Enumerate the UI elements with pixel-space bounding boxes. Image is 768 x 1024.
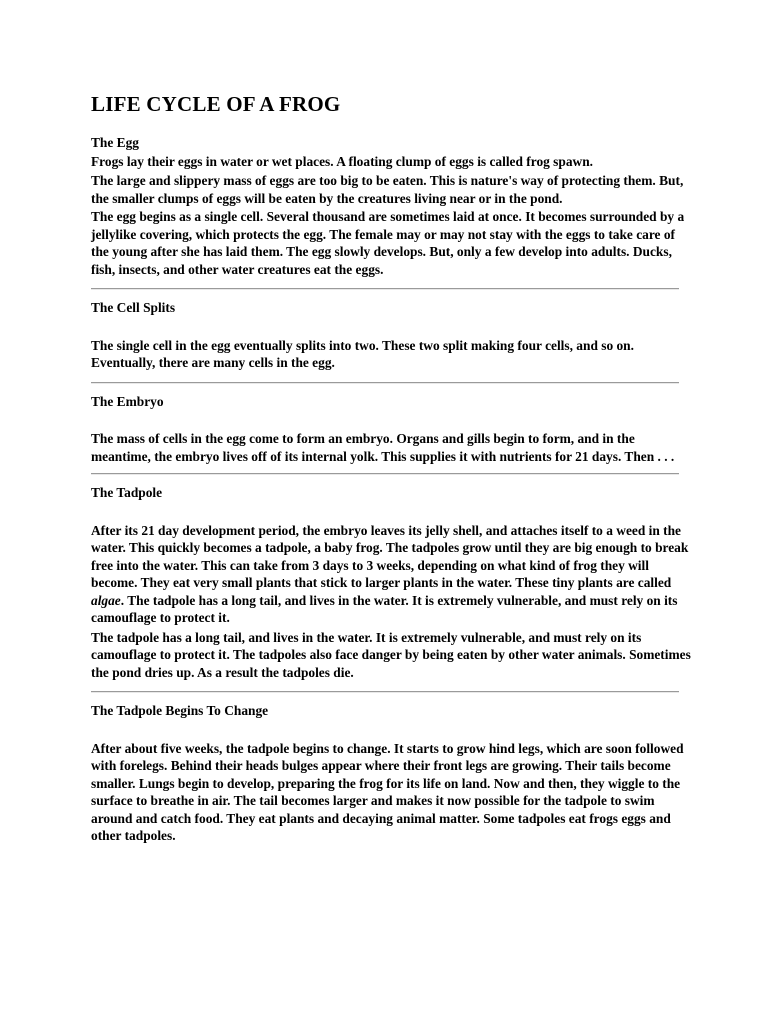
section-heading-cell-splits: The Cell Splits [91, 300, 176, 315]
section-divider [91, 691, 679, 693]
embryo-paragraph: The mass of cells in the egg come to form an embryo. Organs and gills begin to form, and in the meantime, the embryo lives off of its internal yolk. This supplies it with nutrients for 21 days. Then . . . [91, 431, 675, 464]
tadpole-paragraph-1 [91, 522, 691, 627]
section-divider [91, 382, 679, 384]
egg-paragraph-2: The large and slippery mass of eggs are too big to be eaten. This is nature's way of protecting them. But, the smaller clumps of eggs will be eaten by the creatures living near or in the pond. [91, 173, 684, 206]
egg-paragraph-3: The egg begins as a single cell. Several thousand are sometimes laid at once. It becomes surrounded by a jellylike covering, which protects the egg. The female may or may not stay with the eggs to take care of the young after she has laid them. The egg slowly develops. But, only a few develop into adults. Ducks, fish, insects, and other water creatures eat the eggs. [91, 209, 685, 277]
tadpole-paragraph-2: The tadpole has a long tail, and lives in the water. It is extremely vulnerable, and must rely on its camouflage to protect it. The tadpoles also face danger by being eaten by other water animals. Sometimes the pond dries up. As a result the tadpoles die. [91, 629, 691, 680]
egg-paragraph-1: Frogs lay their eggs in water or wet places. A floating clump of eggs is called frog spawn. [91, 153, 594, 169]
section-divider [91, 473, 679, 475]
page-title: LIFE CYCLE OF A FROG [91, 92, 341, 116]
section-heading-tadpole: The Tadpole [91, 485, 163, 500]
tadpole-text-part-1: After its 21 day development period, the embryo leaves its jelly shell, and attaches itself to a weed in the water. This quickly becomes a tadpole, a baby frog. The tadpoles grow until they are big enough to break free into the water. This can take from 3 days to 3 weeks, depending on what kind of frog they will become. They eat very small plants that stick to larger plants in the water. These tiny plants are called [91, 522, 689, 590]
tadpole-text-part-2: . The tadpole has a long tail, and lives in the water. It is extremely vulnerable, and must rely on its camouflage to protect it. [91, 592, 678, 625]
section-heading-tadpole-change: The Tadpole Begins To Change [91, 703, 269, 718]
algae-term: algae [91, 592, 121, 608]
section-heading-egg: The Egg [91, 135, 139, 150]
tadpole-change-paragraph: After about five weeks, the tadpole begins to change. It starts to grow hind legs, which are soon followed with forelegs. Behind their heads bulges appear where their front legs are growing. Their tails become smaller. Lungs begin to develop, preparing the frog for its life on land. Now and then, they wiggle to the surface to breathe in air. The tail becomes larger and makes it now possible for the tadpole to swim around and catch food. They eat plants and decaying animal matter. Some tadpoles eat frogs eggs and other tadpoles. [91, 740, 684, 843]
section-heading-embryo: The Embryo [91, 393, 164, 409]
cell-splits-paragraph: The single cell in the egg eventually splits into two. These two split making four cells, and so on. Eventually, there are many cells in the egg. [91, 337, 634, 370]
document-body [91, 134, 691, 845]
section-divider [91, 288, 679, 290]
